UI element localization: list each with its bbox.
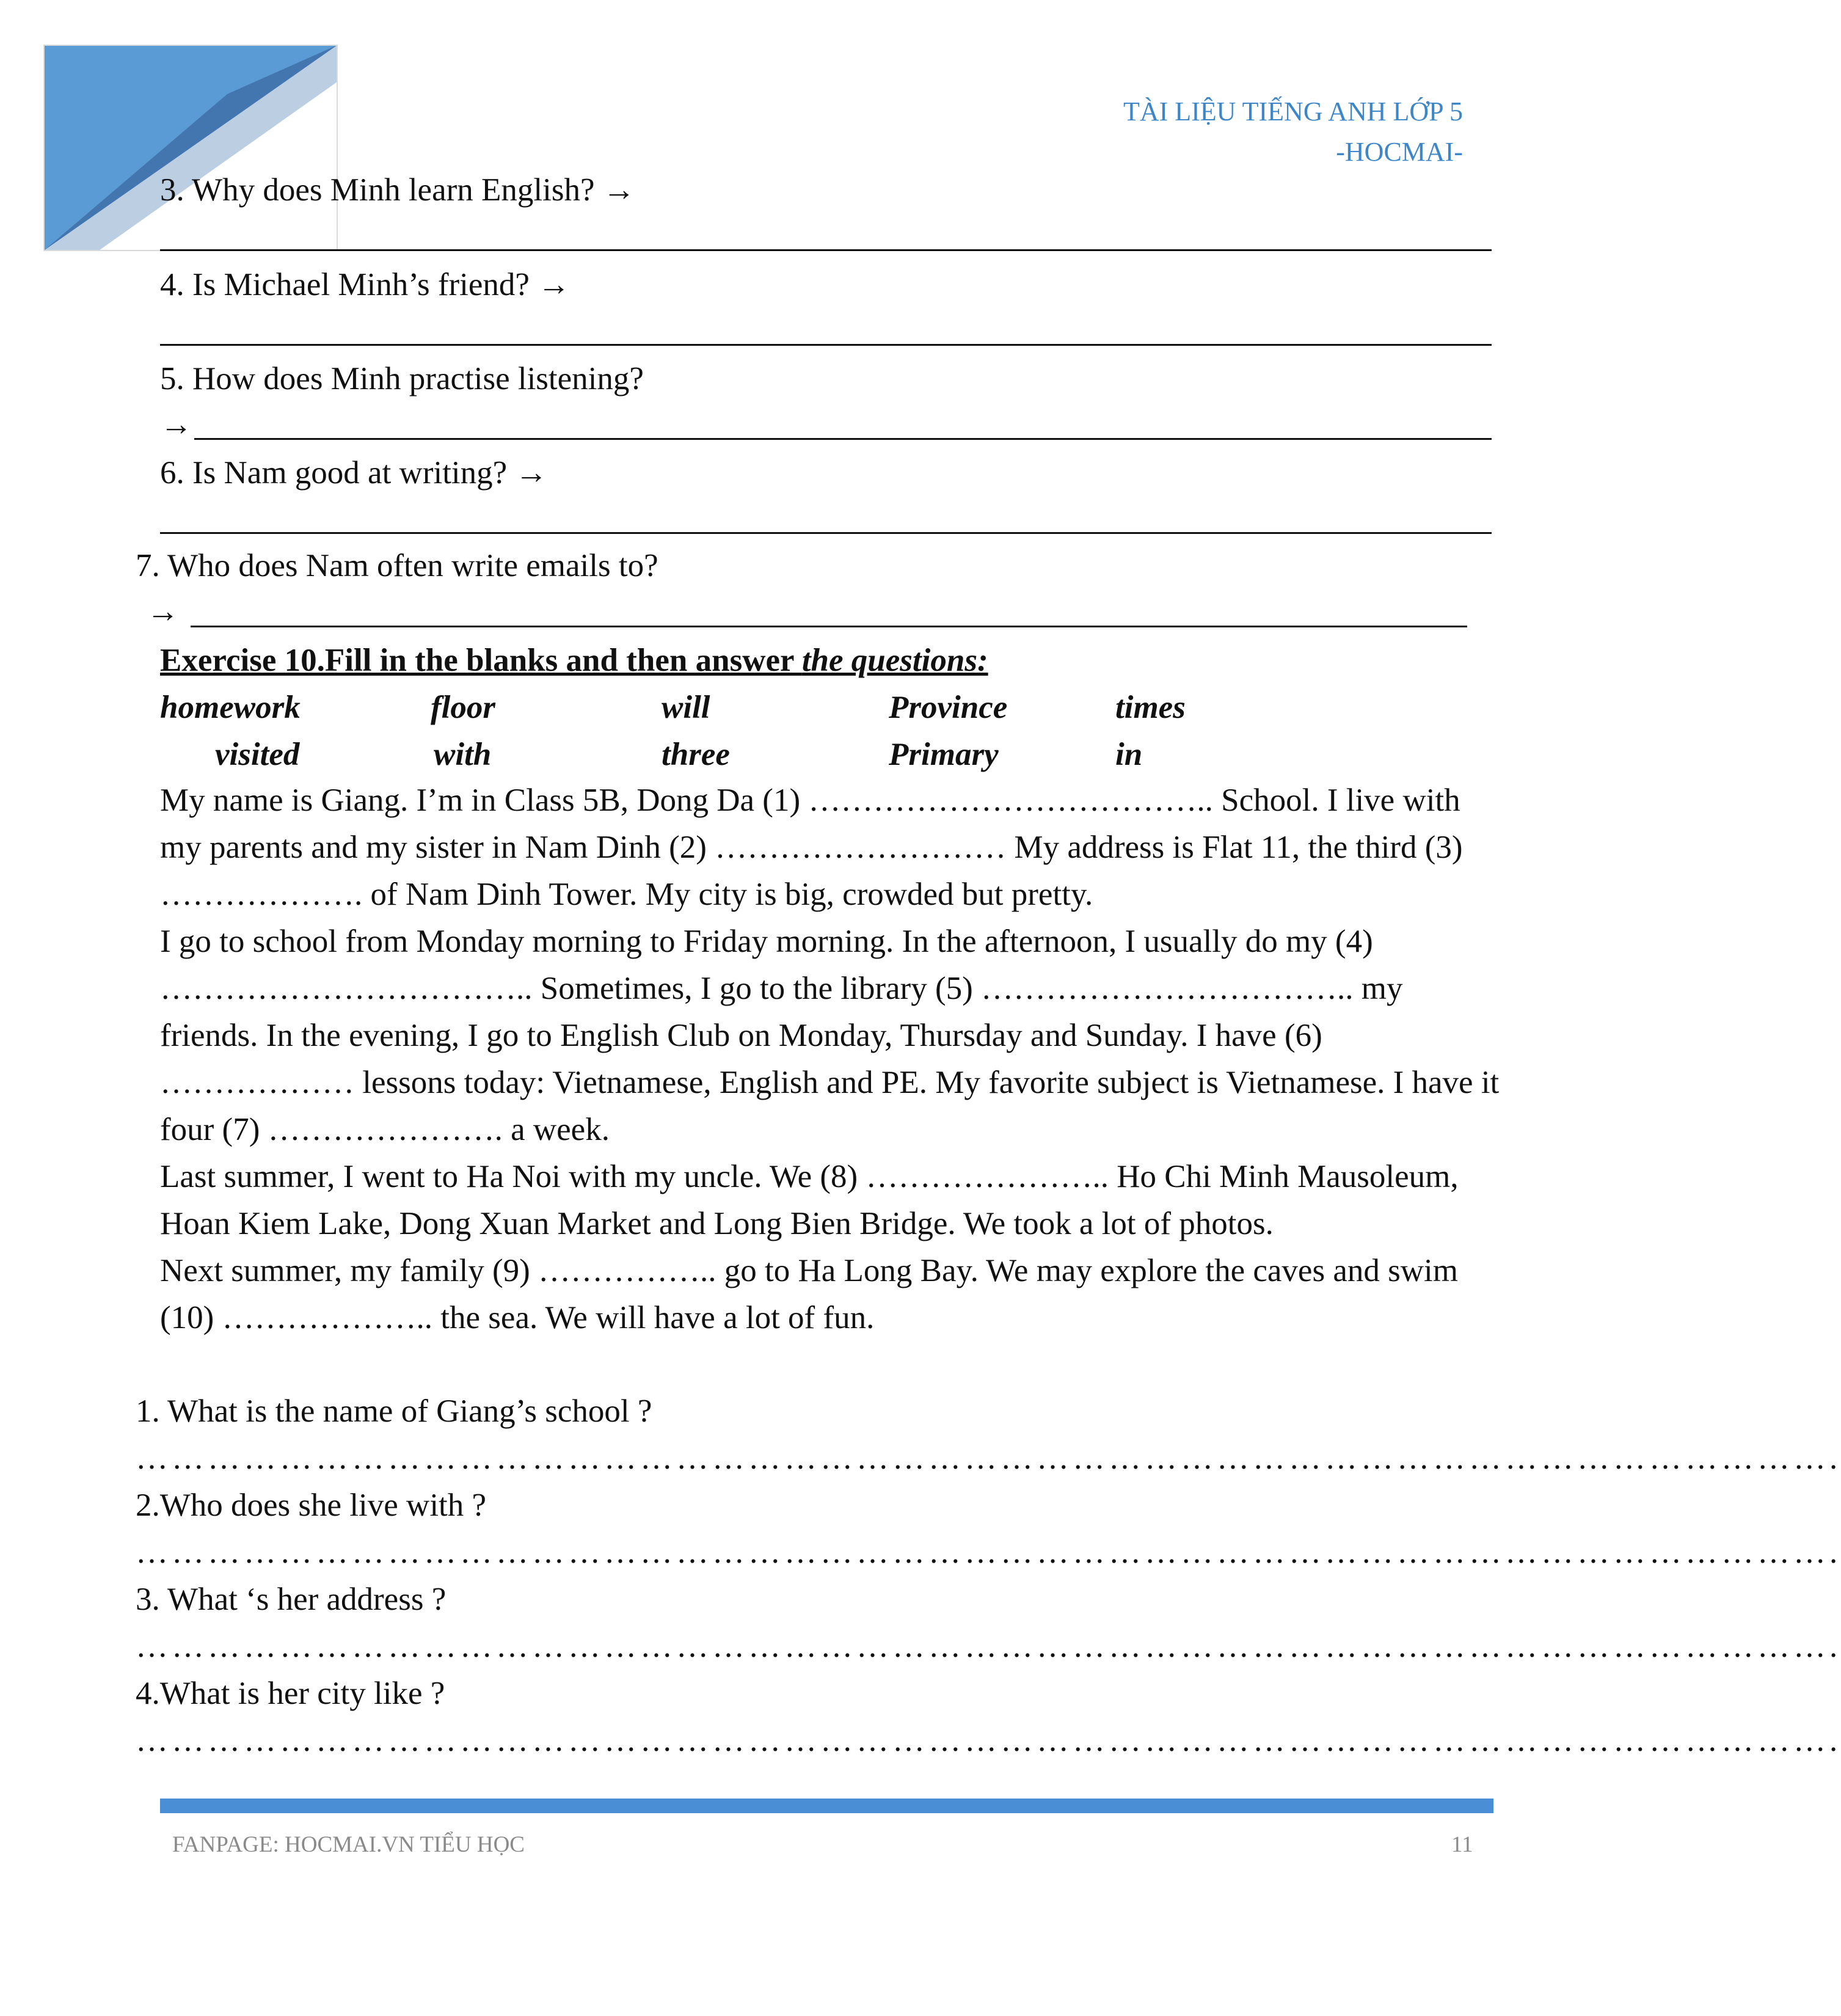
word-bank-item: Province (889, 690, 1008, 725)
word-bank-item: times (1115, 690, 1186, 725)
arrow-icon: → (160, 407, 192, 442)
word-bank-item: in (1115, 737, 1143, 772)
passage-paragraph: My name is Giang. I’m in Class 5B, Dong Da (1) ……………………………….. School. I live with my parents and my sister in Nam Dinh (2) ……………………… My address is Flat 11, the third (3) ………………. of Nam Dinh Tower. My city is big, crowded but pretty. (160, 783, 1463, 912)
page-header (1123, 92, 1463, 172)
question-3: 3. Why does Minh learn English? → (160, 172, 635, 208)
comprehension-question-2: 2.Who does she live with ? (136, 1488, 487, 1523)
answer-line-4[interactable] (160, 344, 1492, 346)
passage-paragraph: I go to school from Monday morning to Friday morning. In the afternoon, I usually do my (4) …………………………….. Sometimes, I go to the library (5) …………………………….. my friends. In the evening, I go to English Club on Monday, Thursday and Sunday. I have (6) ……………… lessons today: Vietnamese, English and PE. My favorite subject is Vietnamese. I have it four (7) …………………. a week. (160, 924, 1500, 1147)
comprehension-question-3: 3. What ‘s her address ? (136, 1582, 447, 1617)
reading-passage (160, 777, 1504, 1342)
answer-dots-4[interactable]: ……………………………………………………………………………………………………………………………. (136, 1723, 1841, 1758)
answer-line-3[interactable] (160, 249, 1492, 251)
exercise-title-text: Exercise 10.Fill in the blanks and then answer (160, 643, 802, 678)
word-bank-item: homework (160, 690, 301, 725)
answer-dots-1[interactable]: ……………………………………………………………………………………………………………………………. (136, 1441, 1841, 1476)
arrow-icon: → (147, 594, 179, 629)
word-bank-item: visited (215, 737, 300, 772)
question-4: 4. Is Michael Minh’s friend? → (160, 267, 571, 302)
answer-line-6[interactable] (160, 532, 1492, 534)
footer-divider (160, 1799, 1493, 1813)
page-number: 11 (1451, 1832, 1473, 1857)
header-subtitle: -HOCMAI- (1336, 137, 1463, 167)
word-bank-item: with (434, 737, 492, 772)
comprehension-question-1: 1. What is the name of Giang’s school ? (136, 1393, 652, 1429)
answer-dots-3[interactable]: ……………………………………………………………………………………………………………………………. (136, 1629, 1841, 1664)
answer-line-5[interactable] (194, 438, 1492, 440)
comprehension-question-4: 4.What is her city like ? (136, 1676, 445, 1711)
passage-paragraph: Last summer, I went to Ha Noi with my uncle. We (8) ………………….. Ho Chi Minh Mausoleum, Hoan Kiem Lake, Dong Xuan Market and Long Bien Bridge. We took a lot of photos. (160, 1159, 1459, 1241)
corner-decoration (44, 45, 337, 250)
question-7: 7. Who does Nam often write emails to? (136, 548, 658, 583)
passage-paragraph: Next summer, my family (9) …………….. go to Ha Long Bay. We may explore the caves and swim (10) ……………….. the sea. We will have a lot of fun. (160, 1253, 1458, 1335)
exercise-title (160, 640, 988, 681)
answer-dots-2[interactable]: ……………………………………………………………………………………………………………………………. (136, 1535, 1841, 1570)
word-bank-item: will (662, 690, 710, 725)
question-5: 5. How does Minh practise listening? (160, 361, 644, 396)
footer-fanpage: FANPAGE: HOCMAI.VN TIỂU HỌC (172, 1832, 525, 1857)
word-bank-item: floor (431, 690, 495, 725)
word-bank-item: Primary (889, 737, 999, 772)
question-6: 6. Is Nam good at writing? → (160, 455, 548, 491)
word-bank-item: three (662, 737, 730, 772)
exercise-title-italic: the questions: (801, 643, 988, 678)
header-title: TÀI LIỆU TIẾNG ANH LỚP 5 (1123, 97, 1463, 126)
answer-line-7[interactable] (191, 626, 1467, 627)
